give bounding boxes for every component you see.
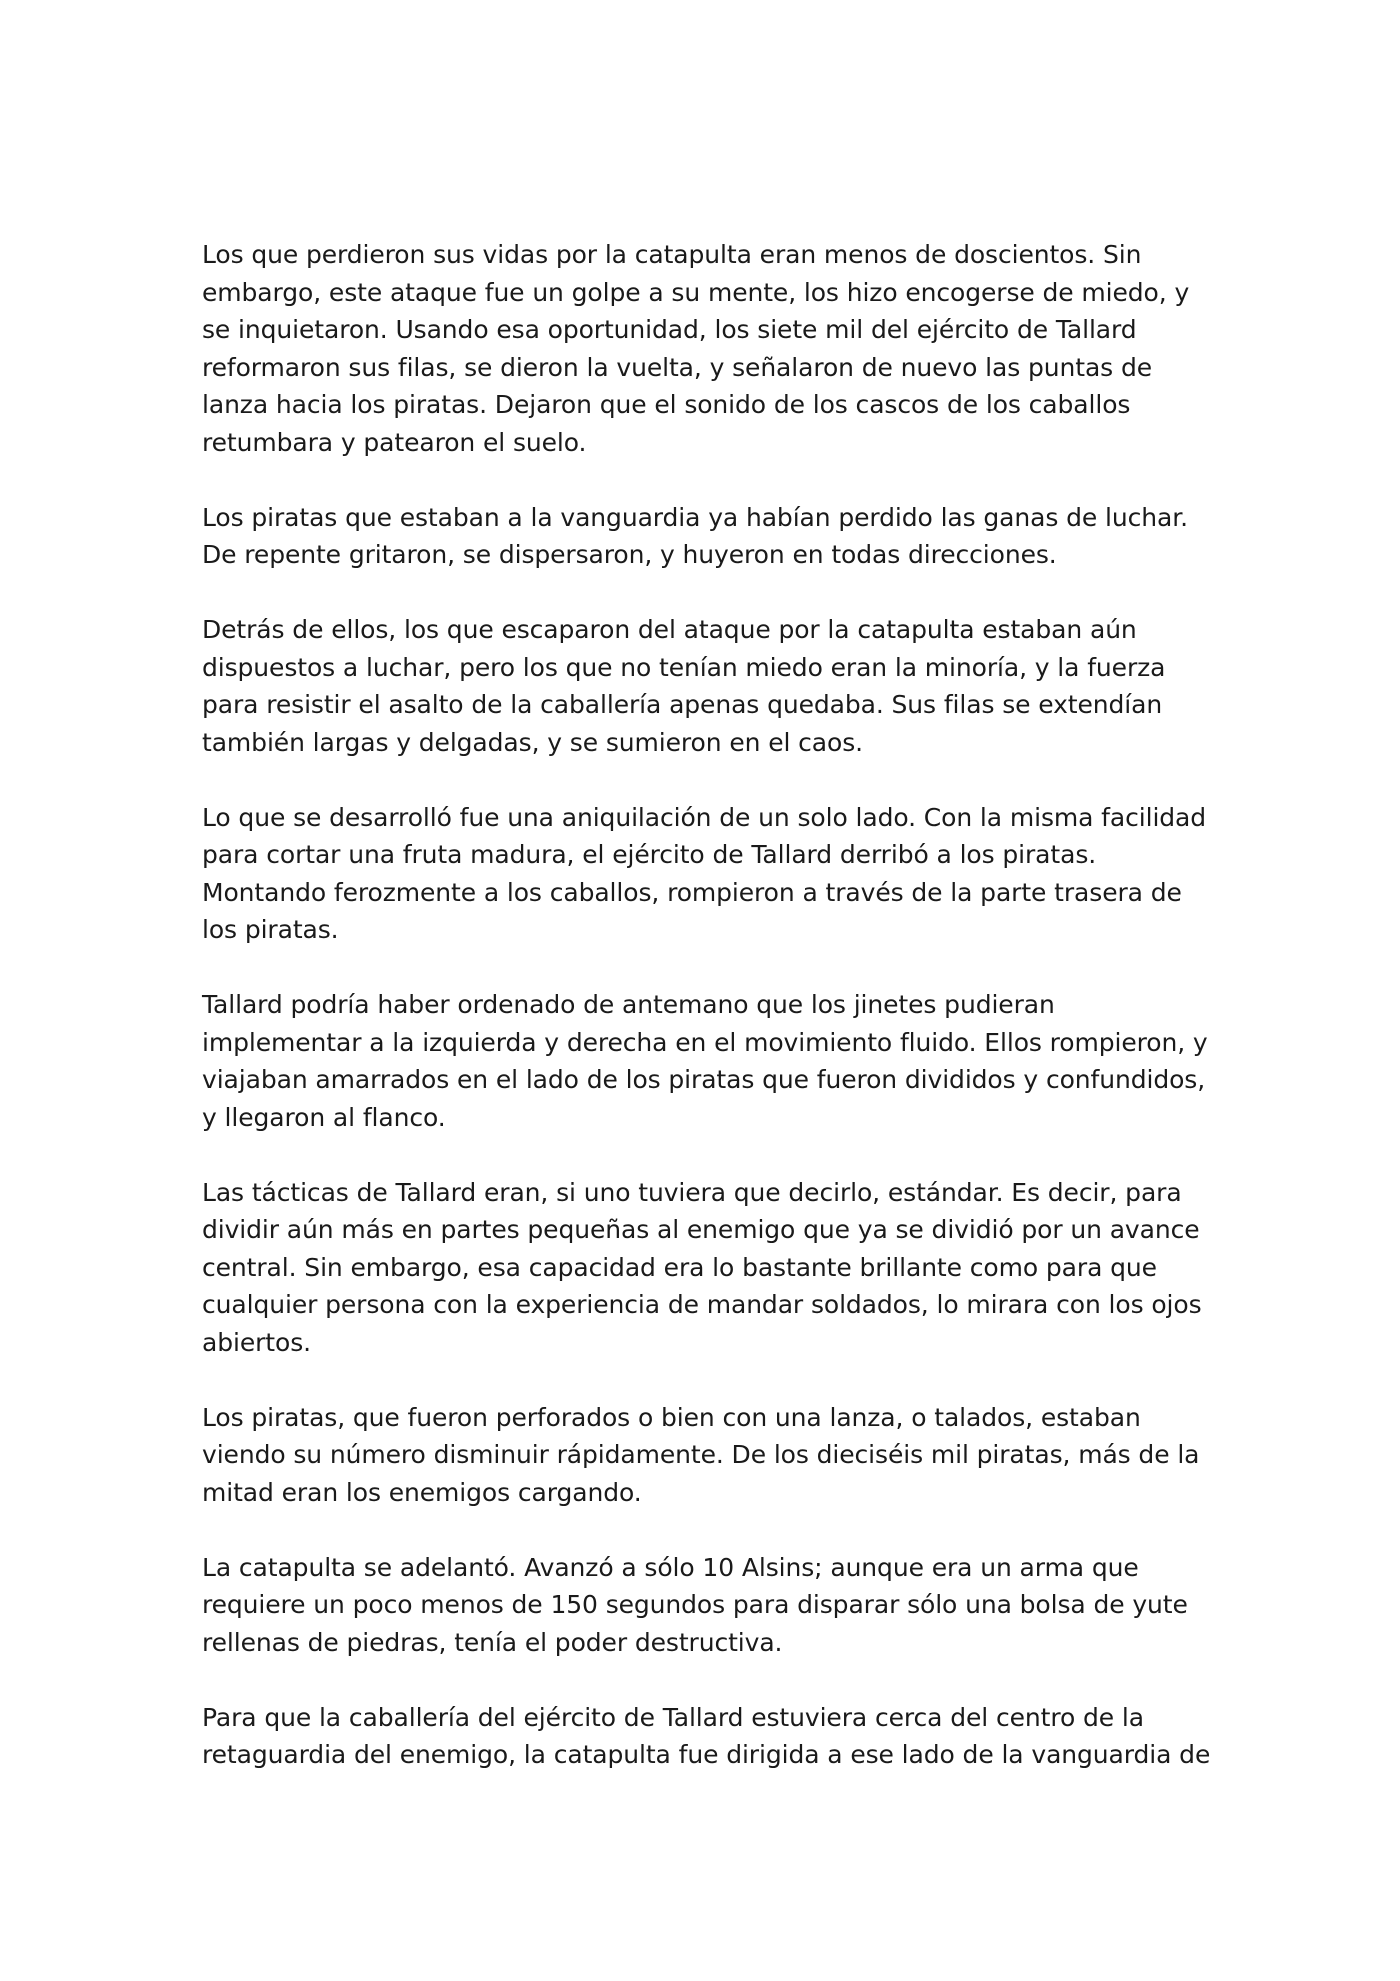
- paragraph: Detrás de ellos, los que escaparon del ataque por la catapulta estaban aún dispuestos a luchar, pero los que no tenían miedo eran la minoría, y la fuerza para resistir el asalto de la caballería apenas quedaba. Sus filas se extendían también largas y delgadas, y se sumieron en el caos.: [202, 615, 1166, 757]
- paragraph: Los que perdieron sus vidas por la catapulta eran menos de doscientos. Sin embargo, este ataque fue un golpe a su mente, los hizo encogerse de miedo, y se inquietaron. Usando esa oportunidad, los siete mil del ejército de Tallard reformaron sus filas, se dieron la vuelta, y señalaron de nuevo las puntas de lanza hacia los piratas. Dejaron que el sonido de los cascos de los caballos retumbara y patearon el suelo.: [202, 240, 1190, 457]
- paragraph: Los piratas, que fueron perforados o bien con una lanza, o talados, estaban viendo su número disminuir rápidamente. De los dieciséis mil piratas, más de la mitad eran los enemigos cargando.: [202, 1402, 1200, 1507]
- paragraph: Para que la caballería del ejército de Tallard estuviera cerca del centro de la retaguardia del enemigo, la catapulta fue dirigida a ese lado de la vanguardia de: [202, 1702, 1211, 1769]
- body-text: [202, 236, 1212, 1811]
- paragraph: Lo que se desarrolló fue una aniquilación de un solo lado. Con la misma facilidad para cortar una fruta madura, el ejército de Tallard derribó a los piratas. Montando ferozmente a los caballos, rompieron a través de la parte trasera de los piratas.: [202, 802, 1207, 944]
- paragraph: Tallard podría haber ordenado de antemano que los jinetes pudieran implementar a la izquierda y derecha en el movimiento fluido. Ellos rompieron, y viajaban amarrados en el lado de los piratas que fueron divididos y confundidos, y llegaron al flanco.: [202, 990, 1208, 1132]
- paragraph: Las tácticas de Tallard eran, si uno tuviera que decirlo, estándar. Es decir, para dividir aún más en partes pequeñas al enemigo que ya se dividió por un avance central. Sin embargo, esa capacidad era lo bastante brillante como para que cualquier persona con la experiencia de mandar soldados, lo mirara con los ojos abiertos.: [202, 1177, 1202, 1357]
- paragraph: La catapulta se adelantó. Avanzó a sólo 10 Alsins; aunque era un arma que requiere un poco menos de 150 segundos para disparar sólo una bolsa de yute rellenas de piedras, tenía el poder destructiva.: [202, 1552, 1188, 1657]
- paragraph: Los piratas que estaban a la vanguardia ya habían perdido las ganas de luchar. De repente gritaron, se dispersaron, y huyeron en todas direcciones.: [202, 502, 1188, 569]
